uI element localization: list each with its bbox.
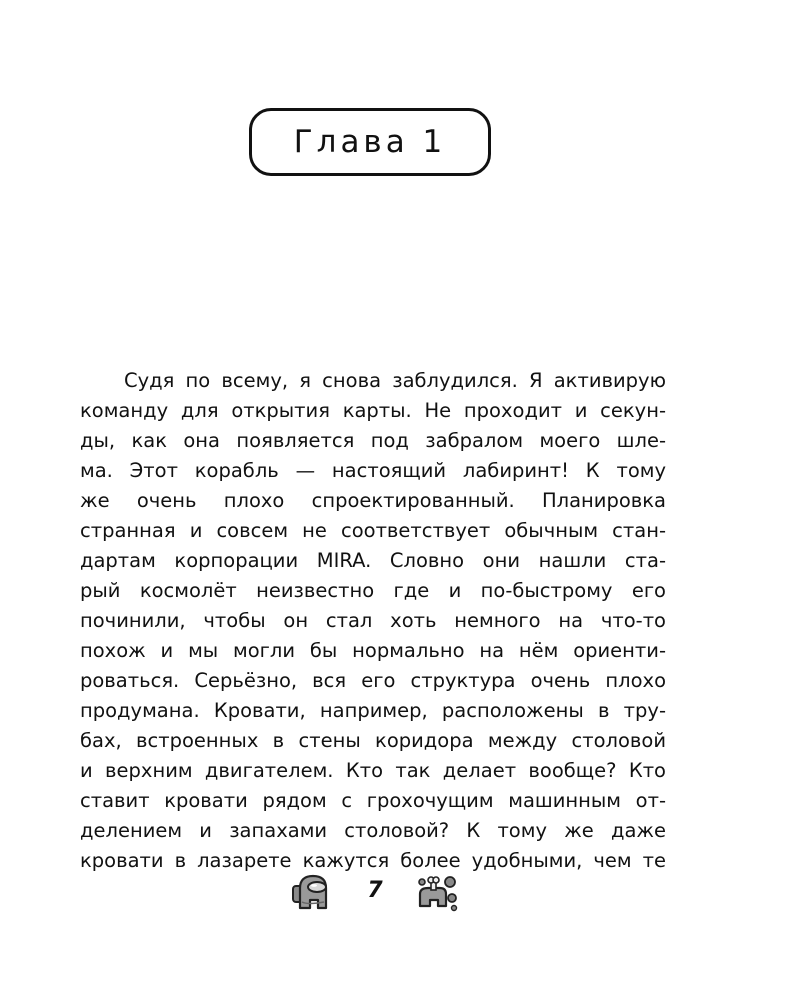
text-line: дартам корпорации MIRA. Словно они нашли ста- — [80, 549, 666, 572]
text-line: и верхним двигателем. Кто так делает вообще? Кто — [80, 759, 666, 782]
crewmate-icon — [290, 872, 334, 912]
text-line: рый космолёт неизвестно где и по-быстрому его — [80, 579, 666, 602]
text-line: же очень плохо спроектированный. Планировка — [80, 489, 666, 512]
text-line: ставит кровати рядом с грохочущим машинным от- — [80, 789, 666, 812]
chapter-heading-box — [249, 108, 491, 176]
text-line: команду для открытия карты. Не проходит и секун- — [80, 399, 666, 422]
chapter-title: Глава 1 — [293, 123, 447, 160]
crewmate-dead-icon — [414, 872, 458, 912]
text-line: похож и мы могли бы нормально на нём ориенти- — [80, 639, 666, 662]
text-line: починили, чтобы он стал хоть немного на что-то — [80, 609, 666, 632]
text-line: роваться. Серьёзно, вся его структура очень плохо — [80, 669, 666, 692]
text-line: странная и совсем не соответствует обычным стан- — [80, 519, 666, 542]
page-footer — [290, 870, 460, 916]
page-number: 7 — [367, 878, 383, 903]
text-line: ма. Этот корабль — настоящий лабиринт! К тому — [80, 459, 666, 482]
text-line: делением и запахами столовой? К тому же даже — [80, 819, 666, 842]
text-line: кровати в лазарете кажутся более удобными, чем те — [80, 849, 666, 872]
text-line: ды, как она появляется под забралом моего шле- — [80, 429, 666, 452]
text-line: бах, встроенных в стены коридора между столовой — [80, 729, 666, 752]
text-line: Судя по всему, я снова заблудился. Я активирую — [124, 369, 666, 392]
text-line: продумана. Кровати, например, расположены в тру- — [80, 699, 666, 722]
body-text — [80, 366, 666, 876]
